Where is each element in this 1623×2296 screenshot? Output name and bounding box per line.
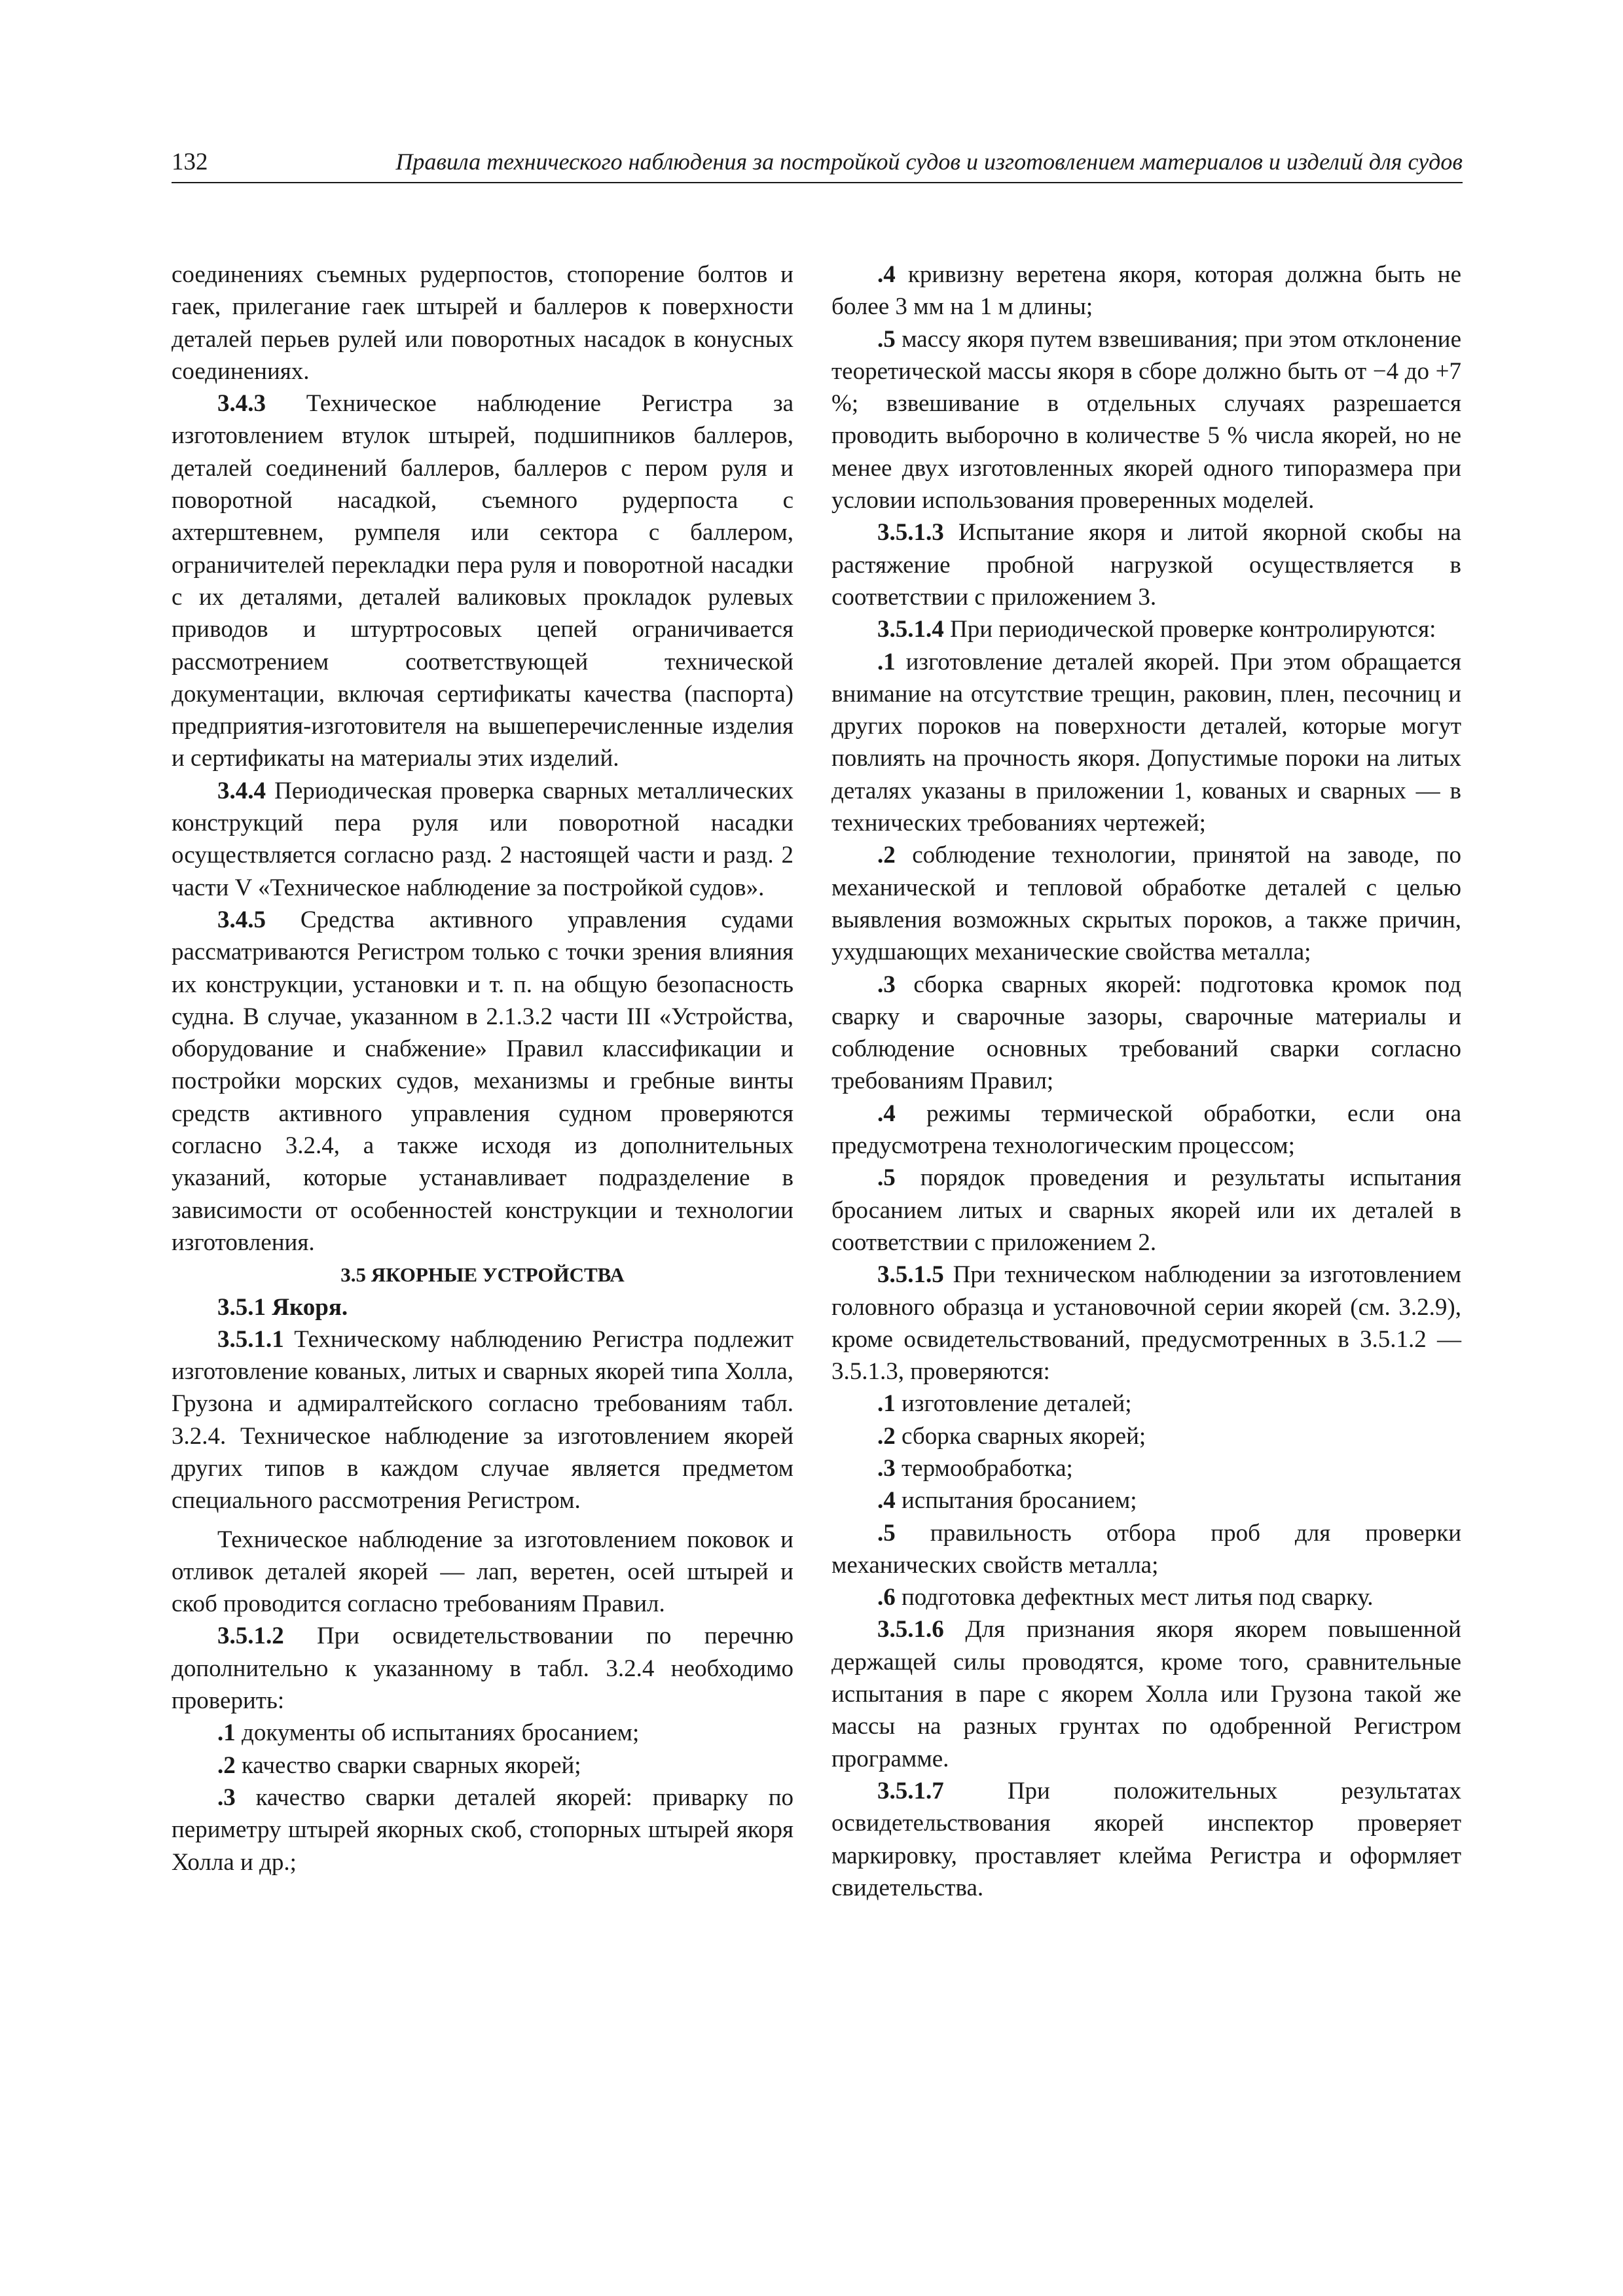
- section-heading: 3.5 ЯКОРНЫЕ УСТРОЙСТВА: [340, 1263, 625, 1287]
- paragraph-3-5-1-7: 3.5.1.7 При положительных результатах освидетельствования якорей инспектор проверяет маркировку, проставляет клейма Регистра и оформляет свидетельства.: [831, 1777, 1461, 1901]
- list-item: .3 качество сварки деталей якорей: приварку по периметру штырей якорных скоб, стопорных штырей якоря Холла и др.;: [172, 1784, 793, 1876]
- list-item: .3 термообработка;: [877, 1454, 1073, 1482]
- paragraph-3-5-1-5: 3.5.1.5 При техническом наблюдении за изготовлением головного образца и установочной серии якорей (см. 3.2.9), кроме освидетельствований, предусмотренных в 3.5.1.2 — 3.5.1.3, проверяются:: [831, 1261, 1461, 1386]
- page-header: [172, 143, 1463, 183]
- running-title: Правила технического наблюдения за постройкой судов и изготовлением материалов и изделий для судов: [395, 149, 1463, 175]
- item-number: .5: [877, 1519, 896, 1547]
- item-number: .4: [877, 261, 896, 288]
- list-item: .1 изготовление деталей;: [877, 1390, 1132, 1418]
- item-number: .1: [877, 648, 896, 675]
- item-number: .2: [877, 1422, 896, 1450]
- paragraph-3-5-1-4: 3.5.1.4 При периодической проверке контролируются:: [877, 616, 1436, 643]
- item-number: .2: [217, 1751, 236, 1779]
- item-number: .1: [877, 1390, 896, 1418]
- clause-number: 3.4.4: [217, 777, 266, 804]
- list-item: .2 качество сварки сварных якорей;: [217, 1751, 581, 1779]
- clause-number: 3.4.5: [217, 906, 266, 933]
- item-number: .5: [877, 1164, 896, 1192]
- paragraph: Техническое наблюдение за изготовлением поковок и отливок деталей якорей — лап, веретен, осей штырей и скоб проводится согласно требованиям Правил.: [172, 1526, 793, 1618]
- clause-number: 3.5.1.3: [877, 519, 944, 547]
- item-number: .4: [877, 1487, 896, 1515]
- clause-number: 3.5.1.7: [877, 1777, 944, 1804]
- paragraph-3-4-4: 3.4.4 Периодическая проверка сварных металлических конструкций пера руля или поворотной насадки осуществляется согласно разд. 2 настоящей части и разд. 2 части V «Техническое наблюдение за постройкой судов».: [172, 777, 793, 901]
- list-item: .2 соблюдение технологии, принятой на заводе, по механической и тепловой обработке деталей с целью выявления возможных скрытых пороков, а также причин, ухудшающих механические свойства металла;: [831, 842, 1461, 966]
- page-number: 132: [172, 149, 208, 175]
- right-column: [831, 259, 1461, 1904]
- item-number: .3: [877, 1454, 896, 1482]
- clause-number: 3.5.1.4: [877, 616, 944, 643]
- list-item: .1 изготовление деталей якорей. При этом обращается внимание на отсутствие трещин, раковин, плен, песочниц и других пороков на поверхности деталей, которые могут повлиять на прочность якоря. Допустимые пороки на литых деталях указаны в приложении 1, кованых и сварных — в технических требованиях чертежей;: [831, 648, 1461, 837]
- list-item: .5 правильность отбора проб для проверки механических свойств металла;: [831, 1519, 1461, 1579]
- paragraph-3-5-1-2: 3.5.1.2 При освидетельствовании по перечню дополнительно к указанному в табл. 3.2.4 необходимо проверить:: [172, 1623, 793, 1715]
- item-number: .6: [877, 1584, 896, 1611]
- list-item: .2 сборка сварных якорей;: [877, 1422, 1146, 1450]
- list-item: .4 испытания бросанием;: [877, 1487, 1137, 1515]
- list-item: .3 сборка сварных якорей: подготовка кромок под сварку и сварочные зазоры, сварочные материалы и соблюдение основных требований сварки согласно требованиям Правил;: [831, 971, 1461, 1095]
- paragraph-3-5-1-6: 3.5.1.6 Для признания якоря якорем повышенной держащей силы проводятся, кроме того, сравнительные испытания в паре с якорем Холла или Грузона такой же массы на разных грунтах по одобренной Регистром программе.: [831, 1616, 1461, 1772]
- list-item: .5 порядок проведения и результаты испытания бросанием литых и сварных якорей или их деталей в соответствии с приложением 2.: [831, 1164, 1461, 1256]
- item-number: .3: [877, 971, 896, 998]
- subheading: 3.5.1 Якоря.: [217, 1293, 348, 1321]
- list-item: .6 подготовка дефектных мест литья под сварку.: [877, 1584, 1374, 1611]
- list-item: .1 документы об испытаниях бросанием;: [217, 1719, 640, 1747]
- item-number: .4: [877, 1100, 896, 1127]
- paragraph-3-4-3: 3.4.3 Техническое наблюдение Регистра за изготовлением втулок штырей, подшипников баллеров, деталей соединений баллеров, баллеров с пером руля и поворотной насадкой, съемного рудерпоста с ахтерштевнем, румпеля или сектора с баллером, ограничителей перекладки пера руля и поворотной насадки с их деталями, деталей валиковых прокладок рулевых приводов и штуртросовых цепей ограничивается рассмотрением соответствующей технической документации, включая сертификаты качества (паспорта) предприятия-изготовителя на вышеперечисленные изделия и сертификаты на материалы этих изделий.: [172, 390, 793, 772]
- list-item: .5 массу якоря путем взвешивания; при этом отклонение теоретической массы якоря в сборе должно быть от −4 до +7 %; взвешивание в отдельных случаях разрешается проводить выборочно в количестве 5 % числа якорей, но не менее двух изготовленных якорей одного типоразмера при условии использования проверенных моделей.: [831, 325, 1461, 514]
- paragraph-3-5-1-3: 3.5.1.3 Испытание якоря и литой якорной скобы на растяжение пробной нагрузкой осуществляется в соответствии с приложением 3.: [831, 519, 1461, 611]
- paragraph: соединениях съемных рудерпостов, стопорение болтов и гаек, прилегание гаек штырей и баллеров к поверхности деталей перьев рулей или поворотных насадок в конусных соединениях.: [172, 261, 793, 385]
- item-number: .3: [217, 1784, 236, 1811]
- item-number: .5: [877, 325, 896, 353]
- list-item: .4 кривизну веретена якоря, которая должна быть не более 3 мм на 1 м длины;: [831, 261, 1461, 321]
- clause-number: 3.5.1.2: [217, 1623, 284, 1650]
- clause-number: 3.5.1.1: [217, 1325, 284, 1353]
- clause-number: 3.5.1.5: [877, 1261, 944, 1289]
- clause-number: 3.5.1.6: [877, 1616, 944, 1643]
- clause-number: 3.4.3: [217, 390, 266, 418]
- paragraph-3-5-1-1: 3.5.1.1 Техническому наблюдению Регистра подлежит изготовление кованых, литых и сварных якорей типа Холла, Грузона и адмиралтейского согласно требованиям табл. 3.2.4. Техническое наблюдение за изготовлением якорей других типов в каждом случае является предметом специального рассмотрения Регистром.: [172, 1325, 793, 1515]
- list-item: .4 режимы термической обработки, если она предусмотрена технологическим процессом;: [831, 1100, 1461, 1160]
- left-column: [172, 259, 793, 1878]
- paragraph-3-4-5: 3.4.5 Средства активного управления судами рассматриваются Регистром только с точки зрения влияния их конструкции, установки и т. п. на общую безопасность судна. В случае, указанном в 2.1.3.2 части III «Устройства, оборудование и снабжение» Правил классификации и постройки морских судов, механизмы и гребные винты средств активного управления судном проверяются согласно 3.2.4, а также исходя из дополнительных указаний, которые устанавливает подразделение в зависимости от особенностей конструкции и технологии изготовления.: [172, 906, 793, 1256]
- item-number: .1: [217, 1719, 236, 1747]
- item-number: .2: [877, 842, 896, 869]
